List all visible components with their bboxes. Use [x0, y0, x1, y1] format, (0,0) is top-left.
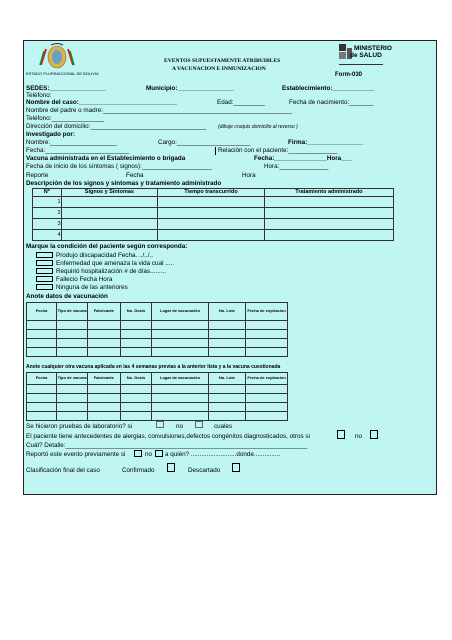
lab-yes-checkbox[interactable] [156, 421, 164, 428]
antecedentes-question: El paciente tiene antecedentes de alergias, convulsiones,defectos congénitos diagnosticados, otros si [26, 433, 310, 440]
signs-row-number: 4 [33, 230, 62, 241]
signs-row-number: 1 [33, 197, 62, 208]
reporto-yes-checkbox[interactable] [134, 450, 142, 457]
table-cell[interactable] [61, 208, 158, 219]
direccion-field[interactable]: Dirección del domicilio:_________________________________ [26, 123, 206, 130]
table-cell[interactable] [264, 230, 393, 241]
table-cell[interactable] [208, 385, 245, 394]
table-cell[interactable] [208, 339, 245, 348]
table-cell[interactable] [158, 230, 265, 241]
table-cell[interactable] [246, 321, 288, 330]
table-cell[interactable] [120, 394, 152, 403]
relacion-field[interactable]: Relación con el paciente:______________ [218, 147, 338, 154]
antecedentes-no-checkbox[interactable] [370, 430, 378, 439]
table-cell[interactable] [88, 321, 120, 330]
table-cell[interactable] [246, 403, 288, 412]
other-header-lote: No. Lote [208, 373, 245, 385]
table-row [27, 412, 288, 421]
table-cell[interactable] [120, 321, 152, 330]
table-cell[interactable] [27, 348, 57, 357]
confirmado-checkbox[interactable] [167, 463, 175, 472]
other-header-fecha: Fecha [27, 373, 57, 385]
table-cell[interactable] [152, 321, 208, 330]
condition-checkbox-hospitalizacion[interactable] [36, 268, 53, 274]
edad-field[interactable]: Edad:_________ [217, 99, 265, 106]
reporto-no-checkbox[interactable] [155, 450, 163, 457]
table-cell[interactable] [88, 385, 120, 394]
descartado-checkbox[interactable] [232, 463, 240, 472]
table-cell[interactable] [120, 385, 152, 394]
vaccination-header-dosis: No. Dosis [120, 303, 152, 321]
table-cell[interactable] [57, 330, 88, 339]
table-cell[interactable] [57, 403, 88, 412]
reporto-a-quien-field[interactable]: a quién? ..........................donde............... [165, 451, 281, 458]
table-cell[interactable] [88, 394, 120, 403]
condition-checkbox-ninguna[interactable] [36, 284, 53, 290]
table-cell[interactable] [57, 394, 88, 403]
reporte-label: Reporte [26, 172, 49, 179]
table-cell[interactable] [120, 348, 152, 357]
other-header-fabricante: Fabricante [88, 373, 120, 385]
table-cell[interactable] [264, 208, 393, 219]
vaccination-header-fabricante: Fabricante [88, 303, 120, 321]
signs-section-title: Descripción de los signos y síntomas y tratamiento administrado [26, 180, 222, 187]
vaccination-table [26, 302, 288, 357]
signs-table [32, 188, 394, 241]
signs-row-number: 3 [33, 219, 62, 230]
table-cell[interactable] [208, 348, 245, 357]
table-cell[interactable] [57, 385, 88, 394]
fecha-inicio-sintomas-field[interactable]: Fecha de inicio de los síntomas ( signos):____________________ [26, 163, 212, 170]
table-cell[interactable] [27, 330, 57, 339]
fecha-investigacion-field[interactable]: Fecha:________________________ [26, 147, 130, 154]
reporte-hora-label: Hora [242, 172, 256, 179]
table-cell[interactable] [152, 348, 208, 357]
fecha-nacimiento-field[interactable]: Fecha de nacimiento:_______ [289, 99, 374, 106]
other-header-tipo: Tipo de vacuna [57, 373, 88, 385]
vaccination-header-tipo: Tipo de vacuna [57, 303, 88, 321]
sedes-field[interactable]: SEDES:________________ [26, 85, 106, 92]
table-cell[interactable] [152, 330, 208, 339]
table-row [27, 348, 288, 357]
vaccination-header-lote: No. Lote [208, 303, 245, 321]
table-cell[interactable] [88, 403, 120, 412]
table-cell[interactable] [246, 412, 288, 421]
nombre-padre-field[interactable]: Nombre del padre o madre:______________________________________________________ [26, 107, 293, 114]
nombre-investigador-field[interactable]: Nombre:___________________ [26, 139, 117, 146]
other-vaccine-table [26, 372, 288, 421]
table-cell[interactable] [152, 403, 208, 412]
hora-inicio-field[interactable]: Hora:______________ [264, 163, 329, 170]
table-cell[interactable] [264, 197, 393, 208]
signs-header-no: Nº [33, 189, 62, 197]
vaccination-header-fecha: Fecha [27, 303, 57, 321]
table-row [27, 330, 288, 339]
table-cell[interactable] [264, 219, 393, 230]
lab-cuales-label: cuales [214, 423, 233, 430]
other-header-lugar: Lugar de vacunación [152, 373, 208, 385]
ministry-name-line2: de SALUD [350, 52, 382, 59]
condition-option-hospitalizacion: Requirió hospitalización # de días......... [56, 268, 166, 275]
field-divider [215, 147, 216, 155]
investigado-por-label: Investigado por: [26, 131, 75, 138]
table-row [27, 385, 288, 394]
vacuna-administrada-label: Vacuna administrada en el Establecimiento o brigada [26, 155, 186, 162]
condition-option-enfermedad: Enfermedad que amenaza la vida cual ..... [56, 260, 174, 267]
table-cell[interactable] [120, 412, 152, 421]
table-cell[interactable] [57, 412, 88, 421]
signs-header-tratamiento: Tratamiento administrado [264, 189, 393, 197]
condition-option-ninguna: Ninguna de las anteriores [56, 284, 128, 291]
table-cell[interactable] [152, 339, 208, 348]
lab-no-label: no [176, 423, 184, 430]
form-code: Form-030 [335, 72, 363, 78]
antecedentes-yes-checkbox[interactable] [337, 430, 345, 439]
table-cell[interactable] [27, 403, 57, 412]
table-cell[interactable] [208, 394, 245, 403]
form-title-line2: A VACUNACION E INMUNIZACION [172, 66, 266, 72]
table-cell[interactable] [246, 385, 288, 394]
table-cell[interactable] [61, 197, 158, 208]
table-cell[interactable] [246, 348, 288, 357]
table-cell[interactable] [208, 330, 245, 339]
table-cell[interactable] [27, 321, 57, 330]
table-row [27, 403, 288, 412]
table-cell[interactable] [88, 339, 120, 348]
table-cell[interactable] [208, 403, 245, 412]
table-cell[interactable] [158, 219, 265, 230]
cargo-field[interactable]: Cargo:_____________________ [158, 139, 251, 146]
table-cell[interactable] [158, 208, 265, 219]
table-cell[interactable] [158, 197, 265, 208]
signs-header-signos: Signos y Síntomas [61, 189, 158, 197]
table-cell[interactable] [27, 394, 57, 403]
nombre-caso-field[interactable]: Nombre del caso:____________________________ [26, 99, 177, 106]
table-row [27, 394, 288, 403]
table-cell[interactable] [61, 219, 158, 230]
descartado-label: Descartado [188, 467, 221, 474]
antecedentes-no-label: no [355, 433, 363, 440]
table-cell[interactable] [88, 330, 120, 339]
table-cell[interactable] [152, 412, 208, 421]
table-cell[interactable] [61, 230, 158, 241]
table-cell[interactable] [152, 385, 208, 394]
reporto-question: Reportó este evento previamente si [26, 451, 126, 458]
vaccination-section-title: Anote datos de vacunación [26, 293, 108, 300]
table-cell[interactable] [57, 321, 88, 330]
table-cell[interactable] [57, 339, 88, 348]
table-cell[interactable] [120, 339, 152, 348]
establecimiento-field[interactable]: Establecimiento:____________ [282, 85, 375, 92]
table-cell[interactable] [152, 394, 208, 403]
other-header-dosis: No. Dosis [120, 373, 152, 385]
left-logo-caption: ESTADO PLURINACIONAL DE BOLIVIA [26, 71, 99, 76]
reporte-fecha-label: Fecha [126, 172, 144, 179]
other-vaccine-section-title: Anote cualquier otra vacuna aplicada en las 4 semanas previas a la anterior lista y a la vacuna cuestionada [26, 364, 281, 370]
reporto-no-label: no [145, 451, 153, 458]
municipio-field[interactable]: Municipio:________________ [146, 85, 234, 92]
signs-row-number: 2 [33, 208, 62, 219]
table-cell[interactable] [208, 321, 245, 330]
clasificacion-label: Clasificación final del caso [26, 467, 100, 474]
condition-checkbox-discapacidad[interactable] [36, 252, 53, 258]
table-cell[interactable] [88, 348, 120, 357]
table-cell[interactable] [27, 385, 57, 394]
table-cell[interactable] [120, 330, 152, 339]
condition-section-title: Marque la condición del paciente según corresponda: [26, 243, 188, 250]
signs-header-tiempo: Tiempo transcurrido [158, 189, 265, 197]
telefono-field-2[interactable]: Teléfono:_______________ [26, 115, 105, 122]
table-cell[interactable] [27, 412, 57, 421]
ministry-name-line1: MINISTERIO [354, 45, 392, 52]
lab-no-checkbox[interactable] [195, 421, 203, 428]
table-cell[interactable] [208, 412, 245, 421]
table-cell[interactable] [246, 339, 288, 348]
table-cell[interactable] [246, 330, 288, 339]
detalle-field[interactable]: Cuál? Detalle:_____________________________________________________________________ [26, 442, 308, 449]
table-cell[interactable] [120, 403, 152, 412]
confirmado-label: Confirmado [122, 467, 155, 474]
table-row [27, 321, 288, 330]
condition-checkbox-fallecio[interactable] [36, 276, 53, 282]
condition-checkbox-enfermedad[interactable] [36, 260, 53, 266]
table-row [27, 339, 288, 348]
other-header-expiracion: Fecha de expiracion [246, 373, 288, 385]
table-cell[interactable] [57, 348, 88, 357]
fecha-hora-vacuna-field[interactable]: Fecha:_______________Hora___ [254, 155, 352, 162]
condition-option-discapacidad: Produjo discapacidad Fecha. ../../.. [56, 252, 153, 259]
vaccination-header-lugar: Lugar de vacunación [152, 303, 208, 321]
form-sheet [23, 40, 437, 495]
table-cell[interactable] [246, 394, 288, 403]
direccion-note: (dibuje croquis domicilio al reverso ) [218, 124, 298, 130]
table-cell[interactable] [27, 339, 57, 348]
firma-field[interactable]: Firma:________________ [288, 139, 364, 146]
lab-question: Se hicieron pruebas de laboratorio? si [26, 423, 133, 430]
table-cell[interactable] [88, 412, 120, 421]
telefono-field-1[interactable]: Teléfono: [26, 92, 52, 99]
condition-option-fallecio: Fallecio Fecha Hora [56, 276, 113, 283]
form-title-line1: EVENTOS SUPUESTAMENTE ATRIBUIBLES [164, 58, 281, 64]
vaccination-header-expiracion: Fecha de expiracion [246, 303, 288, 321]
